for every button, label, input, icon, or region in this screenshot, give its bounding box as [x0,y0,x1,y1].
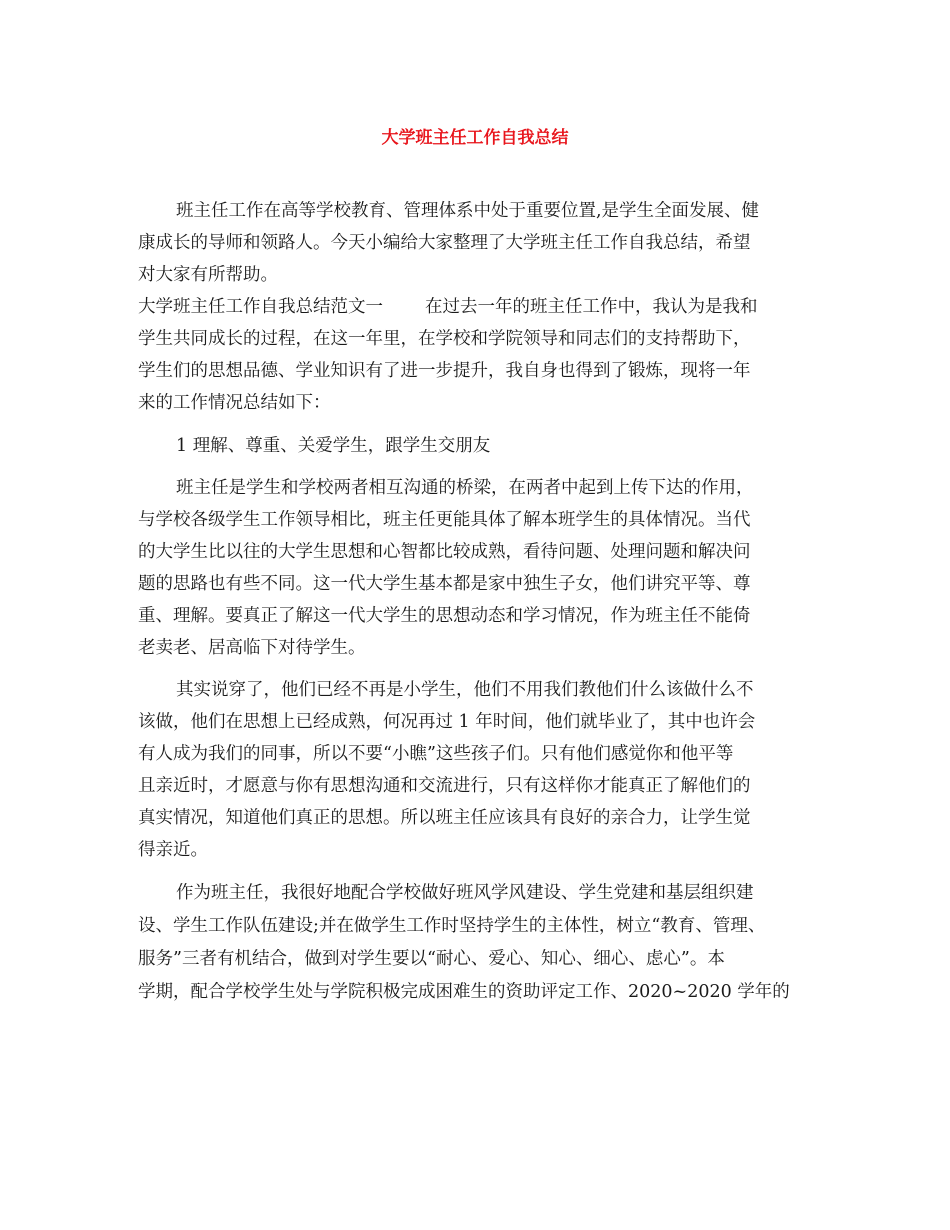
paragraph-line: 老卖老、居高临下对待学生。 [138,638,366,658]
paragraph-line: 真实情况，知道他们真正的思想。所以班主任应该具有良好的亲合力，让学生觉 [138,808,751,828]
paragraph-line: 对大家有所帮助。 [138,265,278,285]
paragraph-line: 班主任是学生和学校两者相互沟通的桥梁，在两者中起到上传下达的作用， [176,478,754,498]
paragraph-line: 服务”三者有机结合，做到对学生要以“耐心、爱心、知心、细心、虑心”。本 [138,949,725,969]
subsection-heading: 1 理解、尊重、关爱学生，跟学生交朋友 [176,436,491,456]
section-heading: 大学班主任工作自我总结范文一 [138,297,383,317]
paragraph-line: 且亲近时，才愿意与你有思想沟通和交流进行，只有这样你才能真正了解他们的 [138,776,751,796]
paragraph-line: 班主任工作在高等学校教育、管理体系中处于重要位置,是学生全面发展、健 [176,201,760,221]
paragraph-text: 在过去一年的班主任工作中，我认为是我和 [425,297,758,317]
paragraph-line: 得亲近。 [138,840,208,860]
paragraph-line: 有人成为我们的同事，所以不要“小瞧”这些孩子们。只有他们感觉你和他平等 [138,744,734,764]
paragraph-line: 作为班主任，我很好地配合学校做好班风学风建设、学生党建和基层组织建 [176,883,754,903]
paragraph-line: 设、学生工作队伍建设;并在做学生工作时坚持学生的主体性，树立“教育、管理、 [138,916,766,936]
paragraph-line: 学期，配合学校学生处与学院积极完成困难生的资助评定工作、2020~2020 学年的 [138,982,790,1002]
paragraph-line: 学生共同成长的过程，在这一年里，在学校和学院领导和同志们的支持帮助下， [138,329,751,349]
paragraph-line: 重、理解。要真正了解这一代大学生的思想动态和学习情况，作为班主任不能倚 [138,606,751,626]
paragraph-line: 学生们的思想品德、学业知识有了进一步提升，我自身也得到了锻炼，现将一年 [138,361,751,381]
paragraph-line: 康成长的导师和领路人。今天小编给大家整理了大学班主任工作自我总结，希望 [138,233,751,253]
paragraph-line: 该做，他们在思想上已经成熟，何况再过 1 年时间，他们就毕业了，其中也许会 [138,712,756,732]
paragraph-line: 其实说穿了，他们已经不再是小学生，他们不用我们教他们什么该做什么不 [176,680,754,700]
paragraph-line: 与学校各级学生工作领导相比，班主任更能具体了解本班学生的具体情况。当代 [138,510,751,530]
paragraph-line [138,291,818,323]
paragraph-line: 题的思路也有些不同。这一代大学生基本都是家中独生子女，他们讲究平等、尊 [138,574,751,594]
paragraph-line: 的大学生比以往的大学生思想和心智都比较成熟，看待问题、处理问题和解决问 [138,542,751,562]
paragraph-line: 来的工作情况总结如下： [138,393,331,413]
document-title: 大学班主任工作自我总结 [381,128,569,148]
